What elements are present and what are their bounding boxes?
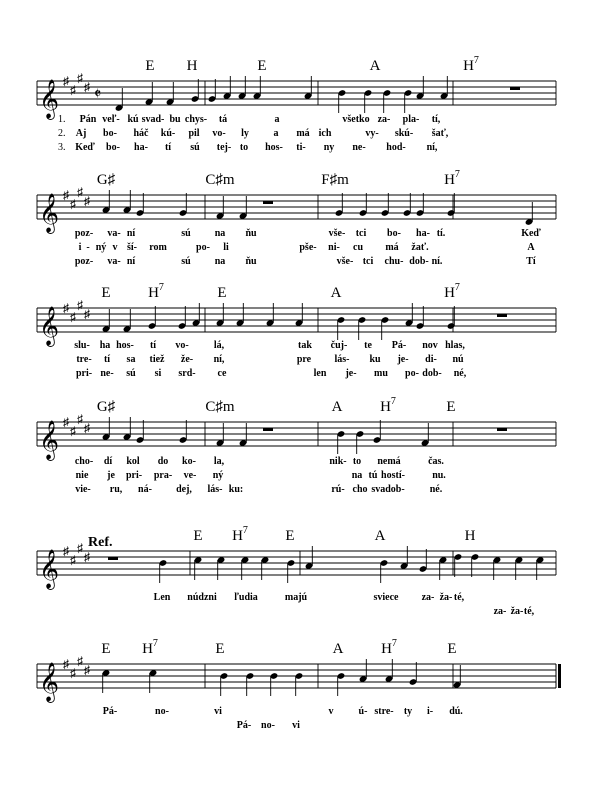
lyric-syllable: slu-	[74, 340, 90, 351]
chord-superscript: 7	[473, 55, 479, 66]
treble-clef-icon: 𝄞	[39, 81, 60, 118]
lyric-syllable: ší-	[127, 242, 137, 253]
chord-symbol: G♯	[96, 172, 116, 188]
sharp-icon: ♯	[70, 666, 76, 680]
chord-symbol: $H^7$	[142, 638, 158, 657]
lyric-syllable: na	[214, 256, 226, 267]
lyric-syllable: sú	[126, 368, 136, 379]
lyric-syllable: ko-	[182, 456, 196, 467]
lyric-syllable: A	[527, 242, 535, 253]
sharp-icon: ♯	[77, 541, 83, 555]
chord-symbol: E	[145, 58, 155, 74]
lyric-syllable: že-	[180, 354, 194, 365]
lyric-syllable: nú	[452, 354, 464, 365]
lyric-syllable: núdzni	[187, 592, 217, 603]
lyric-syllable: cho-	[74, 456, 94, 467]
sharp-icon: ♯	[84, 663, 90, 677]
rest	[263, 428, 273, 431]
lyric-syllable: tú	[368, 470, 378, 481]
lyric-syllable: ľudia	[234, 592, 258, 603]
chord-symbol: E	[215, 641, 225, 657]
lyric-syllable: Keď	[521, 228, 541, 239]
lyric-syllable: sa	[126, 354, 136, 365]
lyric-syllable: vi	[214, 706, 222, 717]
sharp-icon: ♯	[63, 188, 69, 202]
chord-symbol: G♯	[96, 399, 116, 415]
lyric-syllable: te	[364, 340, 372, 351]
lyric-syllable: čuj-	[330, 340, 348, 351]
lyric-syllable: chys-	[184, 114, 208, 125]
staff-system	[37, 525, 556, 617]
lyric-syllable: rom	[149, 242, 167, 253]
lyric-syllable: len	[313, 368, 327, 379]
lyric-syllable: vo-	[212, 128, 226, 139]
lyric-syllable: tá	[218, 114, 228, 125]
lyric-syllable: tiež	[149, 354, 165, 365]
lyric-syllable: cho	[352, 484, 368, 495]
lyric-syllable: ich	[318, 128, 332, 139]
lyric-syllable: vie-	[75, 484, 91, 495]
sharp-icon: ♯	[70, 197, 76, 211]
lyric-syllable: za-	[421, 592, 435, 603]
sharp-icon: ♯	[63, 74, 69, 88]
lyric-syllable: ku	[369, 354, 381, 365]
chord-symbol: A	[330, 285, 342, 301]
lyric-syllable: stre-	[374, 706, 394, 717]
staff-system	[37, 55, 556, 153]
lyric-syllable: ce	[217, 368, 227, 379]
lyric-syllable: cu	[353, 242, 363, 253]
lyric-syllable: ní	[126, 256, 136, 267]
chord-symbol: E	[217, 285, 227, 301]
lyric-syllable: svadob-	[371, 484, 405, 495]
staff-system	[37, 638, 561, 731]
lyric-syllable: tí	[149, 340, 157, 351]
lyric-syllable: té,	[453, 592, 465, 603]
lyric-syllable: pri-	[125, 470, 143, 481]
lyric-syllable: ní.	[431, 256, 443, 267]
lyric-syllable: pra-	[153, 470, 173, 481]
lyric-syllable: bo-	[106, 142, 120, 153]
lyric-syllable: má	[296, 128, 310, 139]
lyric-syllable: kol	[126, 456, 140, 467]
lyric-syllable: ty	[403, 706, 413, 717]
chord-symbol: C♯m	[205, 399, 235, 415]
lyric-syllable: za-	[493, 606, 507, 617]
lyric-syllable: Pá-	[236, 720, 252, 731]
lyric-syllable: bo-	[103, 128, 117, 139]
lyric-syllable: ný	[95, 242, 107, 253]
lyric-syllable: ru,	[109, 484, 123, 495]
chord-symbol: $H^7$	[444, 169, 460, 188]
lyric-syllable: bo-	[387, 228, 401, 239]
lyric-syllable: ha-	[416, 228, 430, 239]
chord-superscript: 7	[454, 282, 460, 293]
lyric-syllable: vi	[292, 720, 300, 731]
sharp-icon: ♯	[77, 185, 83, 199]
lyric-syllable: tre-	[76, 354, 92, 365]
chord-symbol: $H^7$	[380, 396, 396, 415]
treble-clef-icon: 𝄞	[39, 308, 60, 345]
chord-symbol: H	[186, 58, 198, 74]
lyric-syllable: ná-	[138, 484, 152, 495]
lyric-syllable: tí	[103, 354, 111, 365]
lyric-syllable: ú-	[358, 706, 368, 717]
lyric-syllable: dí	[103, 456, 113, 467]
treble-clef-icon: 𝄞	[39, 664, 60, 701]
lyric-syllable: veľ-	[102, 114, 120, 125]
lyric-syllable: ny	[323, 142, 335, 153]
lyric-syllable: lá,	[213, 340, 225, 351]
sharp-icon: ♯	[63, 301, 69, 315]
chord-symbol: A	[374, 528, 386, 544]
lyric-syllable: ni-	[328, 242, 340, 253]
chord-symbol: F♯m	[321, 172, 349, 188]
lyric-syllable: svad-	[141, 114, 165, 125]
verse-number: 3.	[58, 142, 66, 153]
lyric-syllable: no-	[155, 706, 169, 717]
rest	[497, 428, 507, 431]
lyric-syllable: Aj	[75, 128, 87, 139]
lyric-syllable: dú.	[449, 706, 463, 717]
lyric-syllable: tci	[362, 256, 374, 267]
lyric-syllable: hos-	[265, 142, 283, 153]
lyric-syllable: za-	[377, 114, 391, 125]
chord-symbol: E	[447, 641, 457, 657]
lyric-syllable: ža-	[510, 606, 524, 617]
cut-time-icon: 𝄵	[94, 86, 102, 103]
lyric-syllable: mu	[374, 368, 388, 379]
lyric-syllable: do	[157, 456, 169, 467]
lyric-syllable: i-	[426, 706, 434, 717]
lyric-syllable: sú	[190, 142, 200, 153]
lyric-syllable: ti-	[296, 142, 306, 153]
lyric-syllable: to	[352, 456, 362, 467]
lyric-syllable: tej-	[216, 142, 232, 153]
chord-symbol: $H^7$	[381, 638, 397, 657]
chord-symbol: A	[369, 58, 381, 74]
chord-symbol: H	[464, 528, 476, 544]
lyric-syllable: ha	[99, 340, 111, 351]
lyric-syllable: né,	[453, 368, 467, 379]
lyric-syllable: je-	[345, 368, 357, 379]
chord-symbol: $H^7$	[148, 282, 164, 301]
chord-symbol: E	[101, 285, 111, 301]
rest	[263, 201, 273, 204]
sharp-icon: ♯	[84, 80, 90, 94]
chord-superscript: 7	[391, 638, 397, 649]
treble-clef-icon: 𝄞	[39, 422, 60, 459]
lyric-syllable: ku:	[228, 484, 244, 495]
lyric-syllable: na	[214, 228, 226, 239]
lyric-syllable: kú	[127, 114, 139, 125]
sharp-icon: ♯	[63, 657, 69, 671]
lyric-syllable: kú-	[160, 128, 176, 139]
lyric-syllable: hlas,	[445, 340, 465, 351]
sharp-icon: ♯	[84, 194, 90, 208]
chord-symbol: E	[446, 399, 456, 415]
sharp-icon: ♯	[70, 310, 76, 324]
chord-symbol: E	[193, 528, 203, 544]
lyric-syllable: vše-	[336, 256, 354, 267]
lyric-syllable: pše-	[299, 242, 317, 253]
lyric-syllable: ne-	[352, 142, 366, 153]
sharp-icon: ♯	[84, 550, 90, 564]
lyric-syllable: la,	[213, 456, 225, 467]
lyric-syllable: hostí-	[381, 470, 405, 481]
lyric-syllable: nemá	[377, 456, 401, 467]
lyric-syllable: nik-	[329, 456, 347, 467]
lyric-syllable: pla-	[402, 114, 420, 125]
lyric-syllable: v	[328, 706, 334, 717]
lyric-syllable: lás-	[207, 484, 223, 495]
sharp-icon: ♯	[77, 412, 83, 426]
lyric-syllable: ha-	[134, 142, 148, 153]
chord-symbol: E	[257, 58, 267, 74]
lyric-syllable: ve-	[183, 470, 197, 481]
sharp-icon: ♯	[63, 544, 69, 558]
lyric-syllable: Pá-	[102, 706, 118, 717]
sharp-icon: ♯	[84, 307, 90, 321]
treble-clef-icon: 𝄞	[39, 195, 60, 232]
chord-superscript: 7	[454, 169, 460, 180]
lyric-syllable: tí.	[436, 228, 446, 239]
lyric-syllable: di-	[425, 354, 437, 365]
lyric-syllable: ní,	[426, 142, 438, 153]
lyric-syllable: va-	[107, 228, 121, 239]
lyric-syllable: pri-	[75, 368, 93, 379]
lyric-syllable: chu-	[384, 256, 404, 267]
lyric-syllable: pre	[296, 354, 312, 365]
sharp-icon: ♯	[63, 415, 69, 429]
lyric-syllable: dob-	[409, 256, 429, 267]
sharp-icon: ♯	[77, 71, 83, 85]
lyric-syllable: si	[154, 368, 162, 379]
sharp-icon: ♯	[70, 424, 76, 438]
chord-symbol: $H^7$	[232, 525, 248, 544]
chord-symbol: $H^7$	[463, 55, 479, 74]
lyric-syllable: tí,	[431, 114, 441, 125]
lyric-syllable: ňu	[245, 228, 257, 239]
lyric-syllable: po-	[196, 242, 210, 253]
lyric-syllable: čas.	[428, 456, 444, 467]
lyric-syllable: Pá-	[391, 340, 407, 351]
sharp-icon: ♯	[70, 83, 76, 97]
rest	[108, 557, 118, 560]
lyric-syllable: i	[78, 242, 82, 253]
rest	[510, 87, 520, 90]
chord-superscript: 7	[152, 638, 158, 649]
rest	[497, 314, 507, 317]
lyric-syllable: a	[273, 128, 279, 139]
lyric-syllable: pil	[188, 128, 200, 139]
chord-superscript: 7	[242, 525, 248, 536]
lyric-syllable: v	[112, 242, 118, 253]
chord-superscript: 7	[390, 396, 396, 407]
lyric-syllable: a	[274, 114, 280, 125]
lyric-syllable: sú	[181, 228, 191, 239]
lyric-syllable: no-	[261, 720, 275, 731]
lyric-syllable: poz-	[74, 228, 94, 239]
lyric-syllable: tci	[355, 228, 367, 239]
lyric-syllable: tí	[164, 142, 172, 153]
lyric-syllable: va-	[107, 256, 121, 267]
sharp-icon: ♯	[77, 298, 83, 312]
lyric-syllable: má	[385, 242, 399, 253]
lyric-syllable: ný	[212, 470, 224, 481]
refrain-label: Ref.	[88, 535, 113, 550]
sharp-icon: ♯	[70, 553, 76, 567]
lyric-syllable: dob-	[422, 368, 442, 379]
lyric-syllable: vy-	[365, 128, 379, 139]
lyric-syllable: žať.	[411, 242, 429, 253]
lyric-syllable: lás-	[334, 354, 350, 365]
lyric-syllable: nov	[422, 340, 438, 351]
lyric-syllable: ly	[241, 128, 249, 139]
chord-symbol: A	[332, 641, 344, 657]
lyric-syllable: to	[239, 142, 249, 153]
verse-number: 1.	[58, 114, 66, 125]
final-barline	[558, 664, 561, 688]
chord-symbol: C♯m	[205, 172, 235, 188]
lyric-syllable: vše-	[328, 228, 346, 239]
chord-symbol: E	[101, 641, 111, 657]
lyric-syllable: vo-	[175, 340, 189, 351]
lyric-syllable: -	[86, 242, 90, 253]
lyric-syllable: Tí	[526, 256, 536, 267]
chord-symbol: A	[331, 399, 343, 415]
lyric-syllable: bu	[169, 114, 181, 125]
sharp-icon: ♯	[84, 421, 90, 435]
staff-system	[37, 396, 556, 495]
staff-system	[37, 169, 556, 267]
lyric-syllable: Pán	[79, 114, 97, 125]
lyric-syllable: poz-	[74, 256, 94, 267]
lyric-syllable: šať,	[431, 128, 449, 139]
lyric-syllable: je	[107, 470, 115, 481]
sharp-icon: ♯	[77, 654, 83, 668]
lyric-syllable: na	[351, 470, 363, 481]
lyric-syllable: ža-	[439, 592, 453, 603]
lyric-syllable: dej,	[176, 484, 192, 495]
treble-clef-icon: 𝄞	[39, 551, 60, 588]
lyric-syllable: skú-	[394, 128, 414, 139]
lyric-syllable: nie	[75, 470, 89, 481]
lyric-syllable: ní,	[213, 354, 225, 365]
verse-number: 2.	[58, 128, 66, 139]
lyric-syllable: háč	[133, 128, 149, 139]
lyric-syllable: sviece	[373, 592, 399, 603]
chord-symbol: E	[285, 528, 295, 544]
lyric-syllable: né.	[429, 484, 443, 495]
lyric-syllable: ní	[126, 228, 136, 239]
lyric-syllable: hos-	[116, 340, 134, 351]
lyric-syllable: ne-	[100, 368, 114, 379]
chord-superscript: 7	[158, 282, 164, 293]
lyric-syllable: Keď	[75, 142, 95, 153]
staff-system	[37, 282, 556, 379]
chord-symbol: $H^7$	[444, 282, 460, 301]
lyric-syllable: majú	[284, 592, 308, 603]
lyric-syllable: tak	[298, 340, 312, 351]
lyric-syllable: ňu	[245, 256, 257, 267]
lyric-syllable: je-	[397, 354, 409, 365]
lyric-syllable: té,	[523, 606, 535, 617]
lyric-syllable: srd-	[178, 368, 196, 379]
lyric-syllable: Len	[153, 592, 171, 603]
lyric-syllable: hod-	[386, 142, 406, 153]
lyric-syllable: sú	[181, 256, 191, 267]
lyric-syllable: rú-	[331, 484, 345, 495]
lyric-syllable: li	[223, 242, 229, 253]
lyric-syllable: po-	[405, 368, 419, 379]
lyric-syllable: všetko	[342, 114, 370, 125]
lyric-syllable: nu.	[432, 470, 446, 481]
